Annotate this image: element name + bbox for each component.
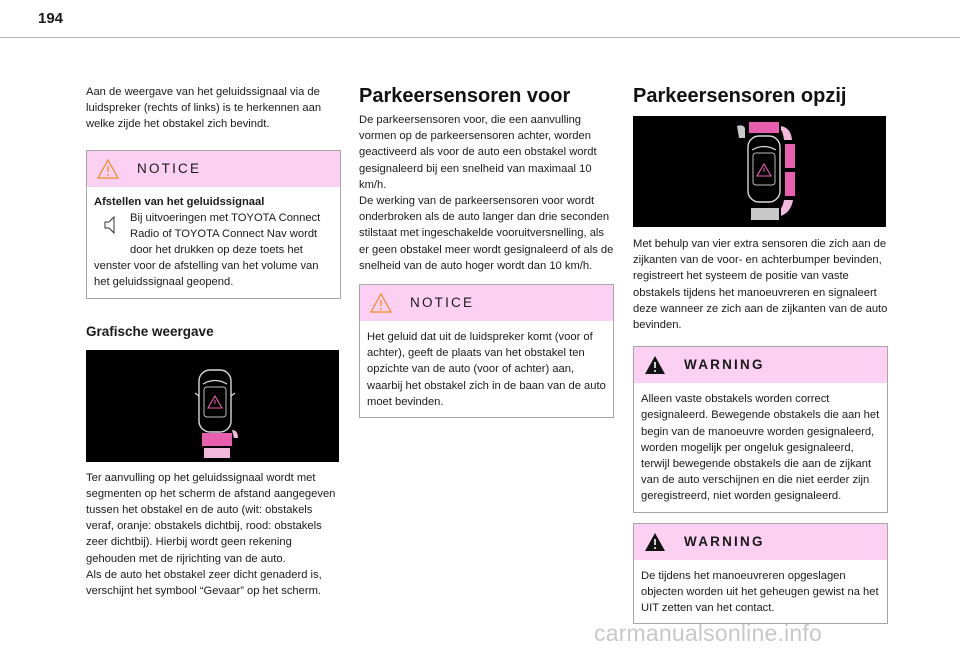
front-paragraph: De parkeersensoren voor, die een aanvulling vormen op de parkeersensoren achter, worden geactiveerd als voor de auto een obstakel wordt gesignaleerd bij een snelheid van maximaal 10 km/h. — [359, 114, 597, 191]
notice-box-front — [359, 284, 614, 418]
section-heading-front-sensors: Parkeersensoren voor — [359, 85, 571, 107]
section-heading-side-sensors: Parkeersensoren opzij — [633, 85, 847, 107]
warning-body — [634, 560, 887, 624]
section-heading-graphic: Grafische weergave — [86, 323, 214, 339]
graphic-paragraph-2: Als de auto het obstakel zeer dicht genaderd is, verschijnt het symbool “Gevaar” op het scherm. — [86, 568, 322, 598]
warning-box-2 — [633, 523, 888, 625]
notice-warning-icon — [370, 293, 392, 313]
notice-text-indent: Bij uitvoeringen met TOYOTA Connect Radio of TOYOTA Connect Nav wordt — [130, 211, 321, 240]
notice-warning-icon — [97, 159, 119, 179]
warning-body — [634, 383, 887, 511]
warning-icon — [644, 355, 666, 375]
notice-label: NOTICE — [137, 160, 202, 176]
side-paragraph: Met behulp van vier extra sensoren die zich aan de zijkanten van de voor- en achterbumper bevinden, registreert het systeem de positie van vaste obstakels tijdens het manoeuvreren en signaleert deze wanneer ze zich aan de zijkanten van de auto bevinden. — [633, 238, 888, 332]
header-divider — [0, 37, 960, 38]
notice-text — [94, 210, 333, 291]
warning-text: Alleen vaste obstakels worden correct gesignaleerd. Bewegende obstakels die aan het begin van de manoeuvre worden gesignaleerd, worden mogelijk per ongeluk gesignaleerd, terwijl bewegende obstakels die aan de zijkant van de auto verschijnen en die niet eerder zijn geregistreerd, niet worden gesignaleerd. — [641, 393, 880, 503]
notice-body — [360, 321, 613, 417]
warning-label: WARNING — [684, 533, 765, 549]
left-column — [86, 84, 341, 599]
notice-title: Afstellen van het geluidssignaal — [94, 195, 265, 208]
car-topview-side-icon — [633, 116, 886, 227]
speaker-button-icon — [94, 210, 130, 244]
warning-icon — [644, 532, 666, 552]
watermark: carmanualsonline.info — [594, 620, 822, 646]
notice-text: Het geluid dat uit de luidspreker komt (voor of achter), geeft de plaats van het obstakel ten opzichte van de auto (voor of achter) aan, waarbij het obstakel zich in de baan van de auto moet bevinden. — [367, 331, 606, 408]
notice-header — [87, 151, 340, 187]
warning-text: De tijdens het manoeuvreren opgeslagen objecten worden uit het geheugen gewist na het UIT zetten van het contact. — [641, 569, 879, 615]
car-topview-rear-icon — [86, 350, 339, 462]
notice-header — [360, 285, 613, 321]
front-paragraph-2: De werking van de parkeersensoren voor wordt onderbroken als de auto langer dan drie seconden stilstaat met ingeschakelde vooruitversnelling, als er geen obstakel meer wordt gesignaleerd of als de snelheid van de auto hoger wordt dan 10 km/h. — [359, 195, 614, 272]
warning-header — [634, 524, 887, 560]
middle-column — [359, 84, 614, 418]
right-column — [633, 84, 888, 624]
notice-label: NOTICE — [410, 295, 475, 311]
warning-box-1 — [633, 346, 888, 512]
rear-sensor-display-image — [86, 350, 339, 462]
notice-text-rest: door het drukken op deze toets het venster voor de afstelling van het volume van het geluidssignaal geopend. — [94, 244, 319, 289]
notice-body — [87, 187, 340, 298]
side-sensor-display-image — [633, 116, 886, 227]
notice-box-volume — [86, 150, 341, 299]
warning-header — [634, 347, 887, 383]
graphic-paragraph: Ter aanvulling op het geluidssignaal wordt met segmenten op het scherm de afstand aangegeven tussen het obstakel en de auto (wit: obstakels veraf, oranje: obstakels dichtbij, rood: obstakels zeer dichtbij). Hierbij wordt geen rekening gehouden met de rijrichting van de auto. — [86, 471, 336, 565]
intro-paragraph: Aan de weergave van het geluidssignaal via de luidspreker (rechts of links) is te herkennen aan welke zijde het obstakel zich bevindt. — [86, 86, 322, 131]
page-number: 194 — [38, 10, 64, 27]
warning-label: WARNING — [684, 357, 765, 373]
